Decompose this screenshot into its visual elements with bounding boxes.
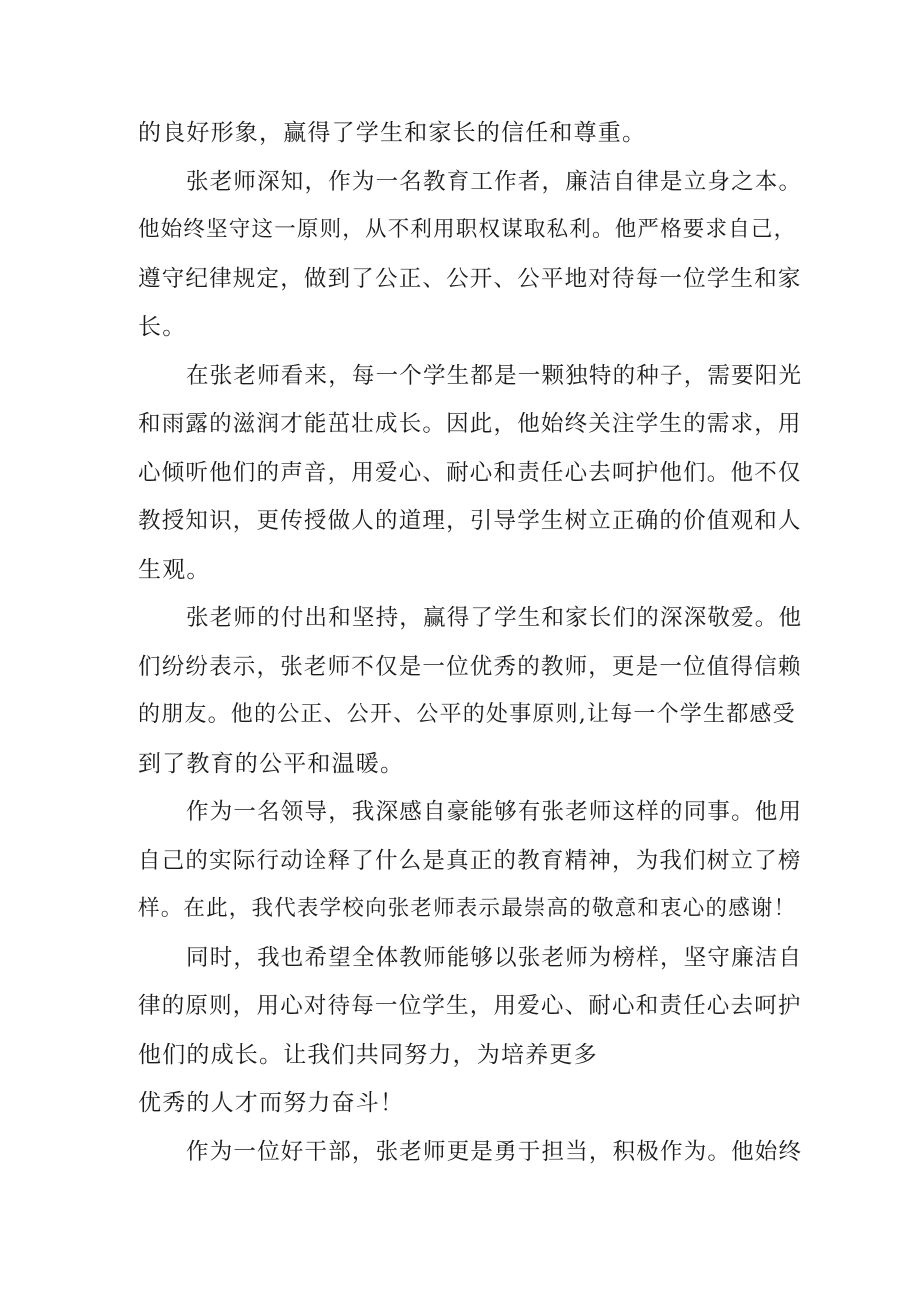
text-line: 同时，我也希望全体教师能够以张老师为榜样，坚守廉洁自	[186, 944, 803, 971]
text-line: 作为一名领导，我深感自豪能够有张老师这样的同事。他用	[186, 799, 803, 825]
text-line: 教授知识，更传授做人的道理，引导学生树立正确的价值观和人	[138, 508, 802, 534]
text-line: 张老师深知，作为一名教育工作者，廉洁自律是立身之本。	[186, 168, 803, 195]
text-line: 张老师的付出和坚持，赢得了学生和家长们的深深敬爱。他	[186, 605, 803, 631]
text-line: 的朋友。他的公正、公开、公平的处事原则,让每一个学生都感受	[138, 702, 796, 727]
text-line: 心倾听他们的声音，用爱心、耐心和责任心去呵护他们。他不仅	[138, 459, 802, 486]
text-line: 的良好形象，赢得了学生和家长的信任和尊重。	[138, 120, 647, 146]
text-line: 长。	[138, 314, 187, 340]
text-line: 们纷纷表示，张老师不仅是一位优秀的教师，更是一位值得信赖	[138, 653, 802, 680]
text-line: 作为一位好干部，张老师更是勇于担当，积极作为。他始终	[186, 1138, 803, 1165]
text-line: 遵守纪律规定，做到了公正、公开、公平地对待每一位学生和家	[138, 265, 802, 292]
text-line: 他们的成长。让我们共同努力，为培养更多	[138, 1041, 598, 1068]
text-line: 到了教育的公平和温暖。	[138, 750, 405, 777]
text-line: 他始终坚守这一原则，从不利用职权谋取私利。他严格要求自己，	[138, 217, 797, 242]
text-line: 自己的实际行动诠释了什么是真正的教育精神，为我们树立了榜	[138, 847, 802, 874]
text-line: 生观。	[138, 556, 211, 583]
text-line: 样。在此，我代表学校向张老师表示最崇高的敬意和衷心的感谢！	[138, 896, 797, 921]
text-line: 在张老师看来，每一个学生都是一颗独特的种子，需要阳光	[186, 362, 803, 389]
body-text	[138, 109, 803, 1176]
text-line: 律的原则，用心对待每一位学生，用爱心、耐心和责任心去呵护	[138, 993, 802, 1019]
text-line: 和雨露的滋润才能茁壮成长。因此，他始终关注学生的需求，用	[138, 411, 802, 437]
text-line: 优秀的人才而努力奋斗！	[138, 1090, 405, 1116]
